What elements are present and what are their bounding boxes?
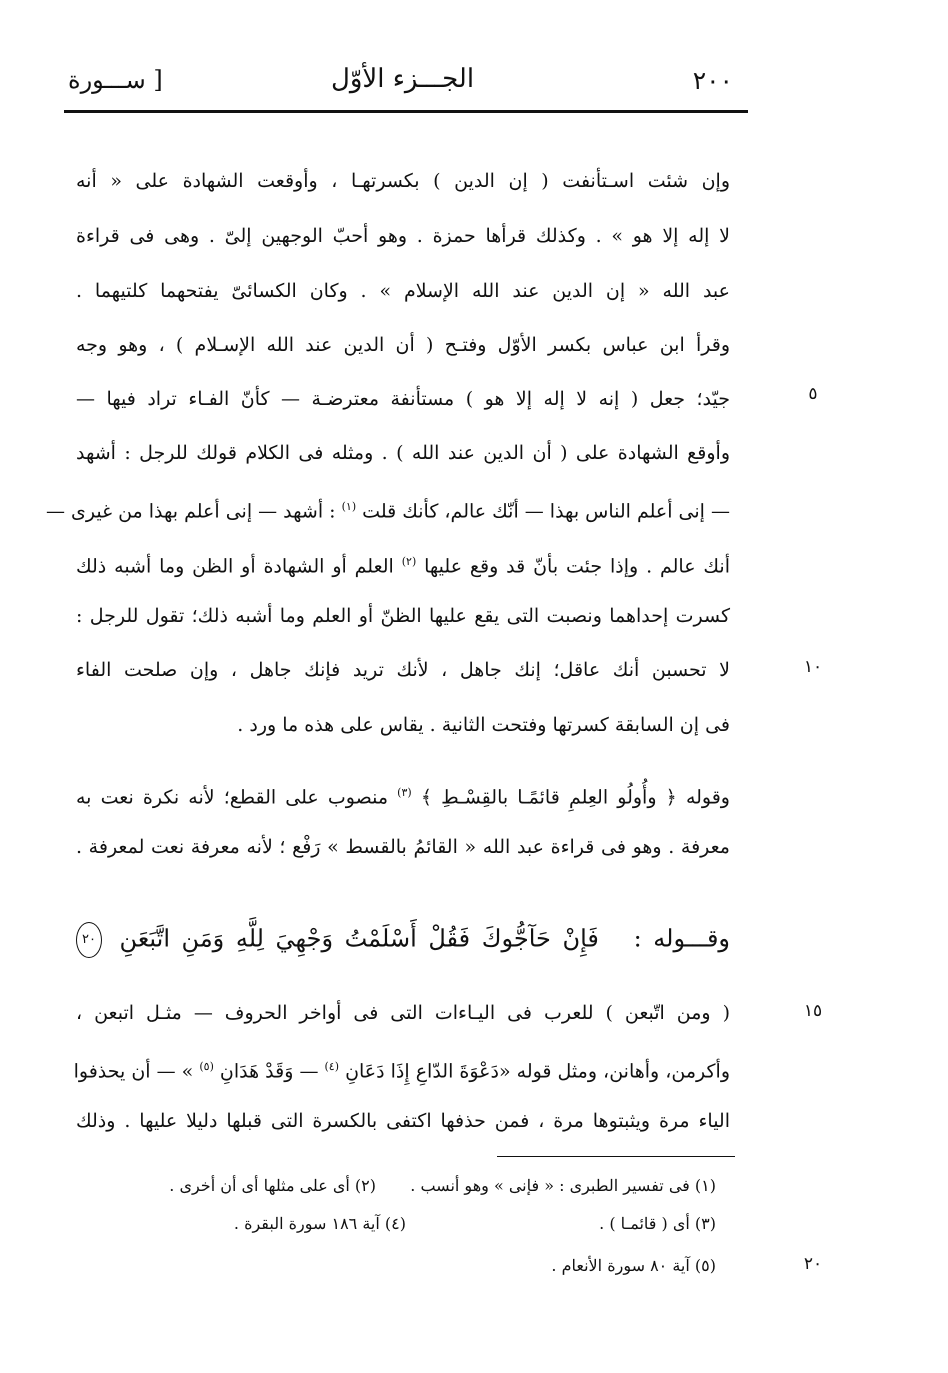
footnote-ref: (٥) <box>199 1060 214 1073</box>
body-line: وأوقع الشهادة على ( أن الدين عند الله ) . ومثله فى الكلام قولك للرجل : أشهد <box>76 442 730 464</box>
text-run: » — أن يحذفوا <box>73 1060 194 1083</box>
body-line: وقرأ ابن عباس بكسر الأوّل وفتـح ( أن الدين عند الله الإسـلام ) ، وهو وجه <box>76 334 730 356</box>
body-line: وإن شئت اسـتأنفت ( إن الدين ) بكسرتهـا ، وأوقعت الشهادة على « أنه <box>76 170 730 192</box>
verse-lead: وقـــوله : <box>633 924 731 953</box>
text-run: : أشهد — إنى أعلم بهذا من غيرى — <box>45 500 336 523</box>
running-sura: [ ســـورة <box>68 66 163 94</box>
verse-number-marker: ٢٠ <box>76 922 102 958</box>
body-line: ( ومن اتّبعن ) للعرب فى اليـاءات التى فى أواخر الحروف — مثـل اتبعن ، <box>76 1002 730 1024</box>
footnote-ref: (١) <box>341 500 357 513</box>
body-line: جيّد؛ جعل ( إنه لا إله إلا هو ) مستأنفة معترضـة — كأنّ الفـاء تراد فيها — <box>76 388 730 410</box>
text-run: — وَقَدْ هَدَانِ <box>219 1060 319 1083</box>
footnote-row <box>76 1176 716 1202</box>
text-run: أنك عالم . وإذا جئت بأنّ قد وقع عليها <box>424 555 730 578</box>
body-line <box>73 1054 730 1084</box>
verse-text: فَإِنْ حَآجُّوكَ فَقُلْ أَسْلَمْتُ وَجْهِيَ لِلَّهِ وَمَنِ اتَّبَعَنِ <box>119 924 599 953</box>
body-line: فى إن السابقة كسرتها وفتحت الثانية . يقاس على هذه ما ورد . <box>237 714 730 736</box>
text-run: وقوله ﴿ وأُولُو العِلمِ قائمًـا بالقِسْـطِ ﴾ <box>420 786 730 809</box>
footnote-ref: (٢) <box>401 555 417 568</box>
body-line: الياء مرة ويثبتوها مرة ، فمن حذفها اكتفى بالكسرة التى قبلها دليلا عليها . وذلك <box>76 1110 730 1132</box>
footnote: (٣) أى ( قائمـا ) . <box>599 1214 716 1233</box>
body-line <box>76 780 730 810</box>
footnote: (٥) آية ٨٠ سورة الأنعام . <box>551 1256 716 1275</box>
footnote-ref: (٤) <box>324 1060 340 1073</box>
body-line <box>76 549 730 579</box>
running-title: الجـــزء الأوّل <box>330 64 475 94</box>
footnote-row <box>76 1256 716 1282</box>
body-line: معرفة . وهو فى قراءة عبد الله « القائمُ بالقسط » رَفْع ؛ لأنه معرفة نعت لمعرفة . <box>76 836 730 858</box>
footnote-rule <box>497 1156 735 1157</box>
header-rule <box>64 110 748 113</box>
text-run: العلم أو الشهادة أو الظن وما أشبه ذلك <box>76 555 394 578</box>
text-run: — إنى أعلم الناس بهذا — أنّك عالم، كأنك قلت <box>362 500 730 523</box>
footnote: (١) فى تفسير الطبرى : « فإنى » وهو أنسب . <box>410 1176 716 1195</box>
body-line <box>45 494 730 524</box>
quran-verse-line <box>76 922 730 958</box>
text-run: منصوب على القطع؛ لأنه نكرة نعت به <box>76 786 388 809</box>
footnote: (٤) آية ١٨٦ سورة البقرة . <box>233 1214 406 1233</box>
body-line: لا إله إلا هو » . وكذلك قرأها حمزة . وهو أحبّ الوجهين إلىّ . وهى فى قراءة <box>76 225 730 247</box>
footnote-ref: (٣) <box>397 786 412 799</box>
margin-line-number: ٥ <box>808 384 818 404</box>
text-run: وأكرمن، وأهانن، ومثل قوله «دَعْوَةَ الدّاعِ إِذَا دَعَانِ <box>345 1060 730 1083</box>
body-line: لا تحسبن أنك عاقل؛ إنك جاهل ، لأنك تريد فإنك جاهل ، وإن صلحت الفاء <box>76 659 730 681</box>
margin-line-number: ٢٠ <box>803 1254 823 1274</box>
page-number: ٢٠٠ <box>692 66 733 95</box>
footnote: (٢) أى على مثلها أى أن أخرى . <box>169 1176 376 1195</box>
body-line: عبد الله « إن الدين عند الله الإسلام » . وكان الكسائىّ يفتحهما كلتيهما . <box>76 280 730 302</box>
margin-line-number: ١٥ <box>803 1001 823 1021</box>
footnote-row <box>76 1214 716 1240</box>
body-line: كسرت إحداهما ونصبت التى يقع عليها الظنّ أو العلم وما أشبه ذلك؛ تقول للرجل : <box>76 605 730 627</box>
page-header <box>60 64 745 104</box>
margin-line-number: ١٠ <box>803 657 823 677</box>
